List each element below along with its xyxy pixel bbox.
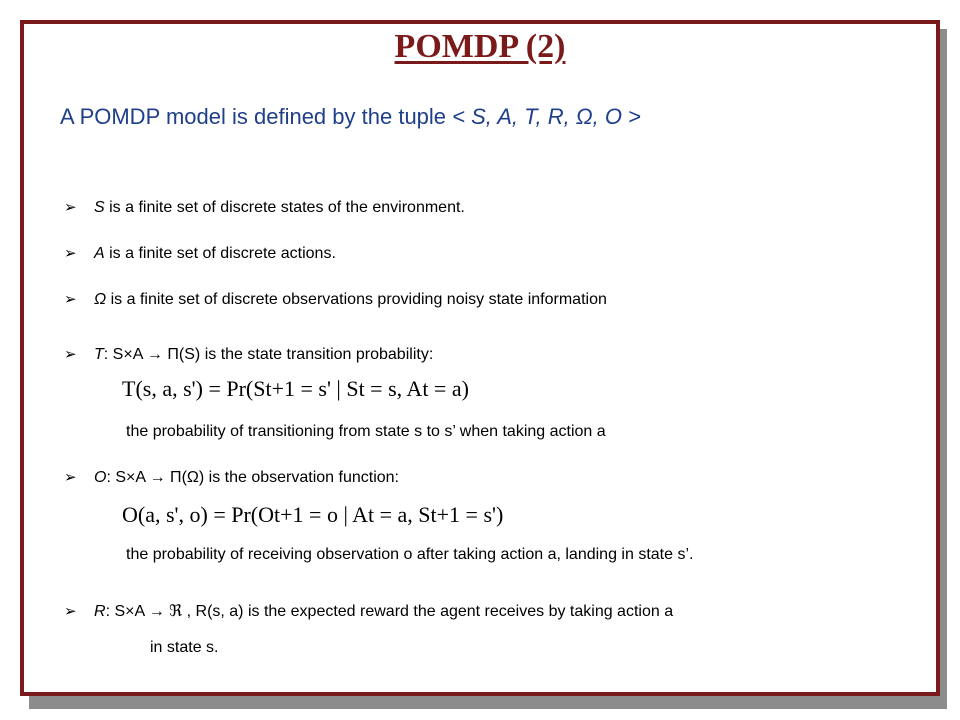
item-lead: A — [94, 245, 105, 262]
observation-explanation: the probability of receiving observation o after taking action a, landing in state s’. — [126, 546, 694, 563]
arrow-bullet-icon: ➢ — [64, 199, 77, 216]
item-lead: T — [94, 346, 104, 363]
item-observations — [64, 290, 607, 309]
intro-prefix: A POMDP model is defined by the tuple — [60, 104, 453, 129]
item-states — [64, 198, 465, 217]
arrow-bullet-icon: ➢ — [64, 469, 77, 486]
item-actions — [64, 244, 336, 263]
intro-tuple: < S, A, T, R, Ω, O > — [452, 104, 641, 129]
slide-title: POMDP (2) — [394, 28, 566, 65]
item-text: : S×A → Π(S) is the state transition probability: — [103, 346, 434, 363]
item-observation-function — [64, 468, 399, 487]
intro-line — [60, 104, 641, 130]
reward-continuation: in state s. — [150, 639, 219, 656]
observation-formula: O(a, s', o) = Pr(Ot+1 = o | At = a, St+1 = s') — [122, 502, 504, 527]
item-lead: R — [94, 603, 106, 620]
arrow-bullet-icon: ➢ — [64, 346, 77, 363]
arrow-bullet-icon: ➢ — [64, 291, 77, 308]
transition-explanation: the probability of transitioning from state s to s’ when taking action a — [126, 423, 606, 440]
arrow-bullet-icon: ➢ — [64, 245, 77, 262]
item-transition — [64, 345, 433, 364]
item-text: : S×A → Π(Ω) is the observation function: — [106, 469, 399, 486]
arrow-bullet-icon: ➢ — [64, 603, 77, 620]
item-reward — [64, 601, 673, 621]
item-text: : S×A → ℜ , R(s, a) is the expected reward the agent receives by taking action a — [105, 603, 674, 620]
item-text: is a finite set of discrete actions. — [104, 245, 336, 262]
item-text: is a finite set of discrete states of the environment. — [104, 199, 465, 216]
item-lead: O — [94, 469, 107, 486]
item-text: is a finite set of discrete observations providing noisy state information — [106, 291, 607, 308]
item-lead: S — [94, 199, 105, 216]
transition-formula: T(s, a, s') = Pr(St+1 = s' | St = s, At = a) — [122, 376, 469, 401]
item-lead: Ω — [94, 291, 107, 308]
